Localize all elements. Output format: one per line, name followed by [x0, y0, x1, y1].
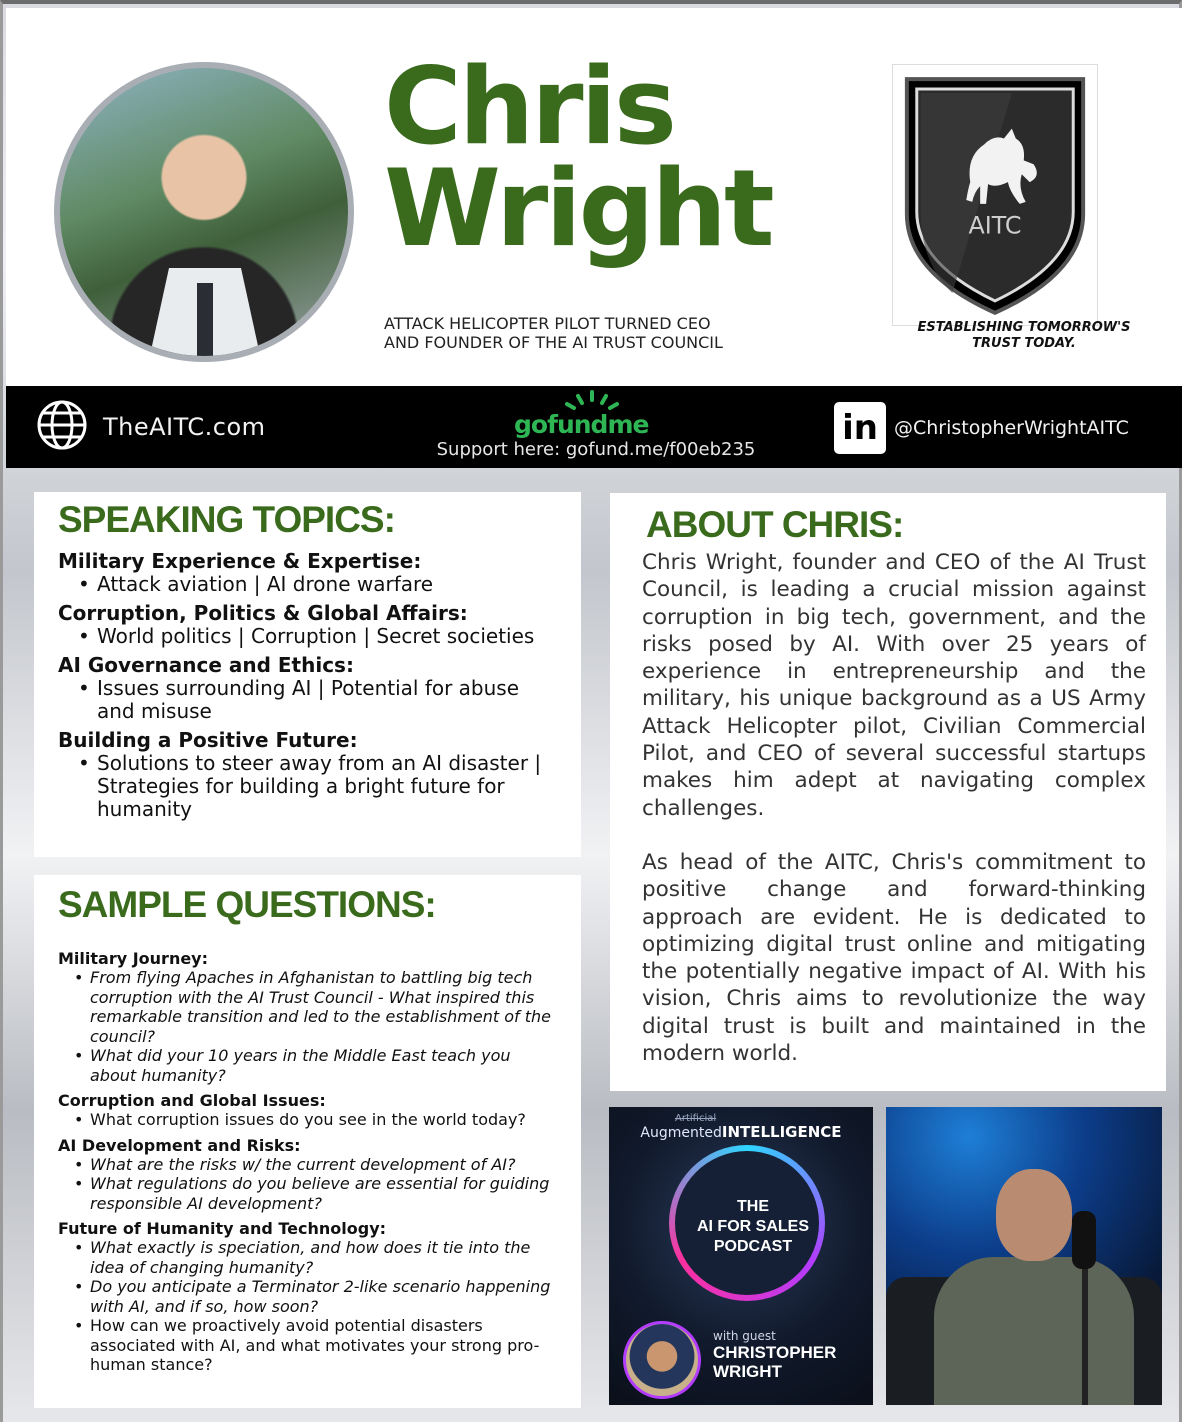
about-paragraph-1: Chris Wright, founder and CEO of the AI Trust Council, is leading a crucial mission against corruption in big tech, government, and the risks posed by AI. With over 25 years of experience in entrepreneurship and the military, his unique background as a US Army Attack Helicopter pilot, Civilian Commercial Pilot, and CEO of several successful startups makes him adept at navigating complex challenges.: [642, 550, 1146, 821]
portrait-tie: [197, 283, 213, 362]
question-list: [58, 1110, 557, 1130]
topic-heading: AI Governance and Ethics:: [58, 653, 354, 677]
podcast-brand: [609, 1113, 873, 1141]
podcast-guest-line-1: CHRISTOPHER: [713, 1343, 837, 1362]
question-list: [58, 968, 557, 1085]
question-item: • What regulations do you believe are essential for guiding responsible AI development?: [58, 1174, 557, 1213]
question-heading: Future of Humanity and Technology:: [58, 1219, 387, 1238]
question-heading: Corruption and Global Issues:: [58, 1091, 326, 1110]
topic-heading: Corruption, Politics & Global Affairs:: [58, 601, 468, 625]
podcast-title-line-2: AI FOR SALES: [696, 1218, 809, 1235]
speaker-name: [384, 45, 844, 270]
topic-item: • Attack aviation | AI drone warfare: [58, 573, 557, 596]
question-item: • Do you anticipate a Terminator 2-like scenario happening with AI, and if so, how soon?: [58, 1277, 557, 1316]
question-item: • How can we proactively avoid potential disasters associated with AI, and what motivates your strong pro-human stance?: [58, 1316, 557, 1375]
about-title: ABOUT CHRIS:: [646, 504, 904, 545]
speaking-topics-card: [34, 492, 581, 857]
tagline-line-2: AND FOUNDER OF THE AI TRUST COUNCIL: [384, 333, 723, 352]
topic-item: • Issues surrounding AI | Potential for abuse and misuse: [58, 677, 557, 723]
podcast-guest-photo: [623, 1321, 701, 1399]
speaker-last-name: Wright: [384, 147, 772, 270]
question-list: [58, 1238, 557, 1375]
studio-speaker-body: [934, 1257, 1134, 1405]
shield-icon: [893, 65, 1097, 325]
tagline-line-1: ATTACK HELICOPTER PILOT TURNED CEO: [384, 314, 711, 333]
question-item: • What exactly is speciation, and how does it tie into the idea of changing humanity?: [58, 1238, 557, 1277]
question-item: • What corruption issues do you see in the world today?: [58, 1110, 557, 1130]
microphone-icon: [1072, 1211, 1096, 1269]
question-heading: AI Development and Risks:: [58, 1135, 301, 1155]
logo-text: AITC: [968, 211, 1022, 240]
topic-item: • Solutions to steer away from an AI disaster | Strategies for building a bright future for humanity: [58, 752, 557, 821]
question-item: • What did your 10 years in the Middle East teach you about humanity?: [58, 1046, 557, 1085]
sample-questions-title: SAMPLE QUESTIONS:: [58, 884, 436, 925]
studio-photo: [886, 1107, 1162, 1405]
podcast-struck-word: Artificial: [675, 1113, 717, 1124]
topic-item: • World politics | Corruption | Secret societies: [58, 625, 557, 648]
question-heading: Military Journey:: [58, 949, 209, 968]
gofundme-brand: gofundme: [514, 410, 649, 439]
linkedin-icon: in: [834, 402, 886, 454]
aitc-shield-logo: [892, 64, 1098, 326]
podcast-guest-line-2: WRIGHT: [713, 1362, 782, 1381]
question-list: [58, 1155, 557, 1214]
logo-caption-line-2: TRUST TODAY.: [972, 336, 1076, 351]
logo-caption-line-1: ESTABLISHING TOMORROW'S: [917, 320, 1131, 335]
podcast-with-guest: with guest: [713, 1329, 776, 1343]
topic-heading: Military Experience & Expertise:: [58, 549, 422, 573]
website-link[interactable]: TheAITC.com: [103, 413, 266, 441]
question-item: • What are the risks w/ the current development of AI?: [58, 1155, 557, 1175]
sample-questions-card: [34, 875, 581, 1408]
portrait-photo: [54, 62, 354, 362]
topic-list: [58, 573, 557, 596]
contact-bar: [6, 386, 1182, 468]
studio-speaker-head: [996, 1169, 1072, 1261]
topic-heading: Building a Positive Future:: [58, 728, 358, 752]
podcast-augmented: Augmented: [640, 1125, 722, 1141]
about-paragraph-2: As head of the AITC, Chris's commitment to positive change and forward-thinking approach are evident. He is dedicated to optimizing digital trust online and mitigating the potentially negative impact of AI. With his vision, Chris aims to revolutionize the way digital trust is built and maintained in the modern world.: [642, 849, 1146, 1067]
podcast-title-line-1: THE: [737, 1198, 769, 1215]
topic-list: [58, 752, 557, 821]
header: [6, 8, 1182, 386]
speaker-first-name: Chris: [384, 45, 674, 168]
gofundme-support-link[interactable]: Support here: gofund.me/f00eb235: [436, 439, 756, 460]
question-item: • From flying Apaches in Afghanistan to battling big tech corruption with the AI Trust Council - What inspired this remarkable transition and led to the establishment of the council?: [58, 968, 557, 1046]
podcast-guest-name: [713, 1343, 836, 1381]
podcast-intelligence: INTELLIGENCE: [721, 1123, 842, 1141]
logo-caption: [894, 320, 1154, 352]
globe-icon: [36, 399, 88, 451]
podcast-title: [669, 1197, 837, 1257]
topic-list: [58, 625, 557, 648]
podcast-title-line-3: PODCAST: [713, 1238, 793, 1255]
speaking-topics-title: SPEAKING TOPICS:: [58, 499, 395, 540]
topic-list: [58, 677, 557, 723]
linkedin-handle-link[interactable]: @ChristopherWrightAITC: [894, 417, 1129, 439]
microphone-arm: [1082, 1257, 1088, 1405]
podcast-cover-image: [609, 1107, 873, 1405]
about-card: [610, 493, 1166, 1091]
speaker-tagline: [384, 314, 844, 352]
